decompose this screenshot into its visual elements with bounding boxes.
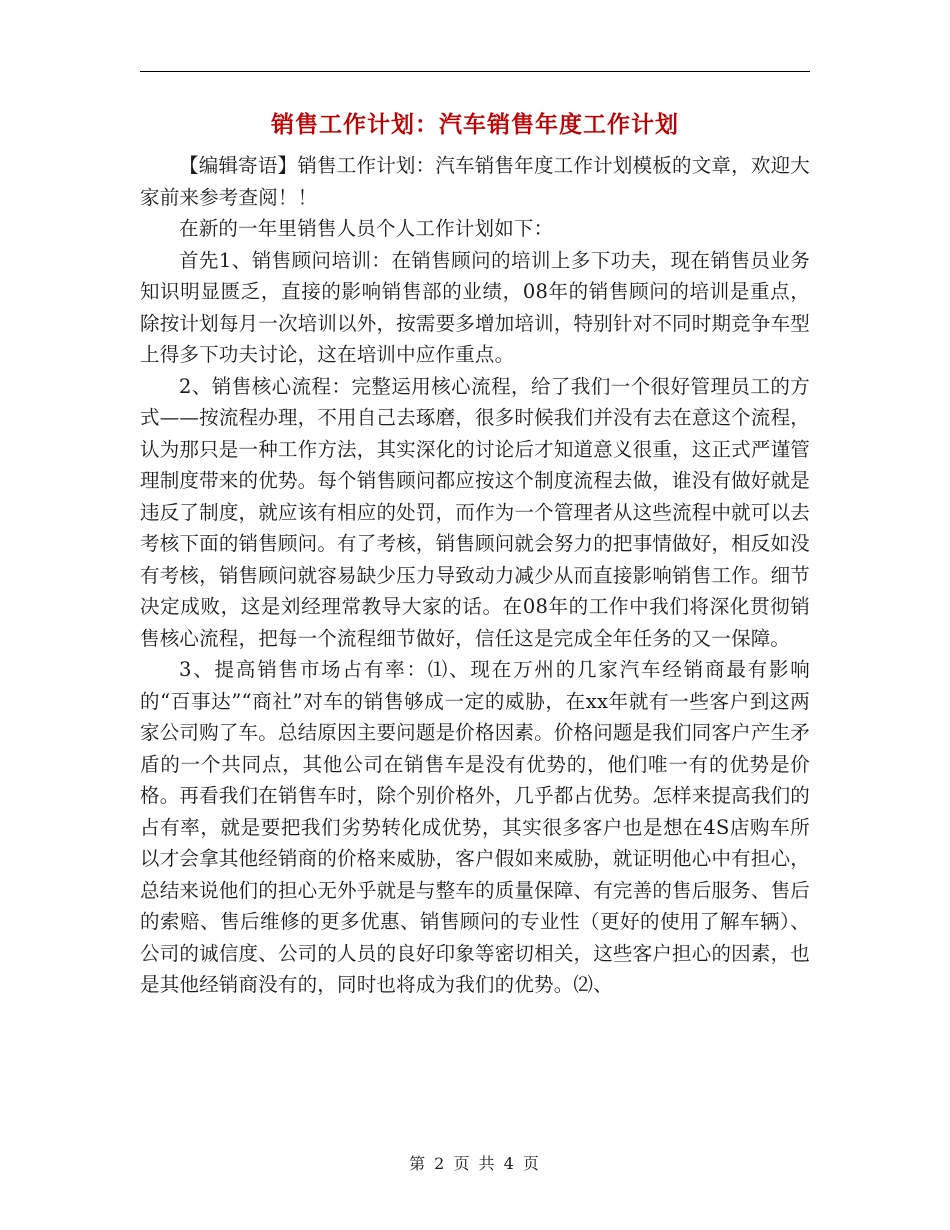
document-body (140, 150, 810, 1001)
paragraph-core-process: 2、销售核心流程：完整运用核心流程，给了我们一个很好管理员工的方式——按流程办理，不用自己去琢磨，很多时候我们并没有去在意这个流程，认为那只是一种工作方法，其实深化的讨论后才知道意义很重，这正式严谨管理制度带来的优势。每个销售顾问都应按这个制度流程去做，谁没有做好就是违反了制度，就应该有相应的处罚，而作为一个管理者从这些流程中就可以去考核下面的销售顾问。有了考核，销售顾问就会努力的把事情做好，相反如没有考核，销售顾问就容易缺少压力导致动力减少从而直接影响销售工作。细节决定成败，这是刘经理常教导大家的话。在08年的工作中我们将深化贯彻销售核心流程，把每一个流程细节做好，信任这是完成全年任务的又一保障。 (140, 374, 810, 650)
paragraph-editor-note: 【编辑寄语】销售工作计划：汽车销售年度工作计划模板的文章，欢迎大家前来参考查阅！！ (140, 154, 810, 209)
document-title: 销售工作计划：汽车销售年度工作计划 (271, 111, 679, 138)
paragraph-sales-training: 首先1、销售顾问培训：在销售顾问的培训上多下功夫，现在销售员业务知识明显匮乏，直接的影响销售部的业绩，08年的销售顾问的培训是重点，除按计划每月一次培训以外，按需要多增加培训，特别针对不同时期竞争车型上得多下功夫讨论，这在培训中应作重点。 (140, 248, 810, 366)
paragraph-intro: 在新的一年里销售人员个人工作计划如下： (179, 217, 554, 240)
page-number: 第 2 页 共 4 页 (409, 1154, 541, 1173)
header-rule (140, 71, 810, 72)
paragraph-market-share: 3、提高销售市场占有率：⑴、现在万州的几家汽车经销商最有影响的“百事达”“商社”对车的销售够成一定的威胁，在xx年就有一些客户到这两家公司购了车。总结原因主要问题是价格因素。价格问题是我们同客户产生矛盾的一个共同点，其他公司在销售车是没有优势的，他们唯一有的优势是价格。再看我们在销售车时，除个别价格外，几乎都占优势。怎样来提高我们的占有率，就是要把我们劣势转化成优势，其实很多客户也是想在4S店购车所以才会拿其他经销商的价格来威胁，客户假如来威胁，就证明他心中有担心，总结来说他们的担心无外乎就是与整车的质量保障、有完善的售后服务、售后的索赔、售后维修的更多优惠、销售顾问的专业性（更好的使用了解车辆）、公司的诚信度、公司的人员的良好印象等密切相关，这些客户担心的因素，也是其他经销商没有的，同时也将成为我们的优势。⑵、 (140, 658, 810, 996)
